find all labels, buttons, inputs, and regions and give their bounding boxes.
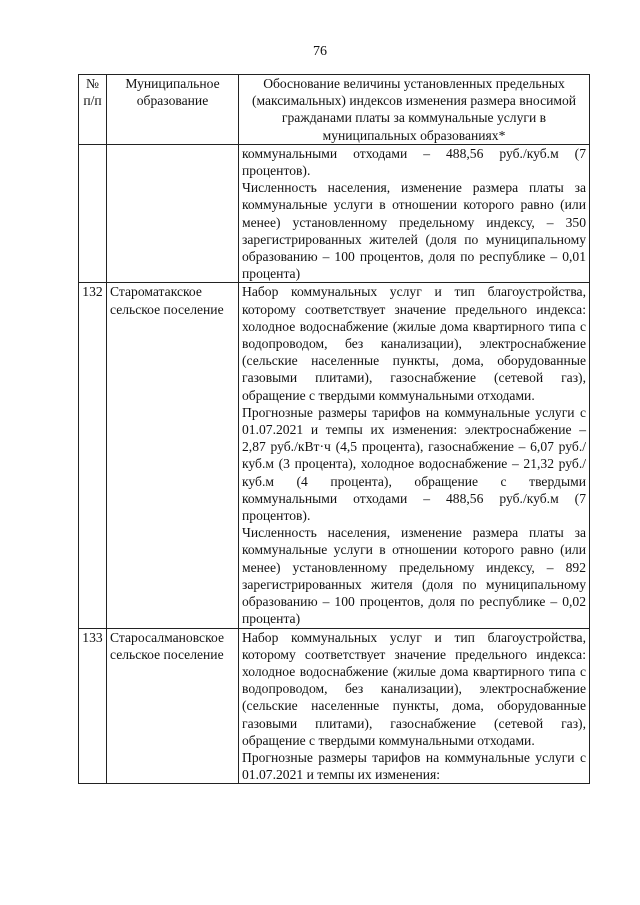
table-row <box>79 283 590 628</box>
justification-paragraph: Набор коммунальных услуг и тип благоустройства, которому соответствует значение предельного индекса: холодное водоснабжение (жилые дома квартирного типа с водопроводом, без канализации), электроснабжение (сельские населенные пункты, дома, оборудованные газовыми плитами), газоснабжение (сетевой газ), обращение с твердыми коммунальными отходами. <box>242 629 586 748</box>
header-justification: Обоснование величины установленных предельных (максимальных) индексов изменения размера вносимой гражданами платы за коммунальные услуги в муниципальных образованиях* <box>239 75 590 145</box>
cell-justification <box>239 144 590 283</box>
cell-justification <box>239 283 590 628</box>
cell-municipality: Староматакское сельское поселение <box>107 283 239 628</box>
header-num: № п/п <box>79 75 107 145</box>
justification-paragraph: Прогнозные размеры тарифов на коммунальные услуги с 01.07.2021 и темпы их изменения: электроснабжение – 2,87 руб./кВт·ч (4,5 процента), газоснабжение – 6,07 руб./куб.м (3 процента), холодное водоснабжение – 21,32 руб./куб.м (4 процента), обращение с твердыми коммунальными отходами – 488,56 руб./куб.м (7 процентов). <box>242 404 586 524</box>
page-number: 76 <box>313 44 327 59</box>
justification-paragraph: Прогнозные размеры тарифов на коммунальные услуги с 01.07.2021 и темпы их изменения: <box>242 749 586 783</box>
justification-paragraph: Численность населения, изменение размера платы за коммунальные услуги в отношении которого равно (или менее) установленному предельному индексу, – 350 зарегистрированных жителей (доля по муниципальному образованию – 100 процентов, доля по республике – 0,01 процента) <box>242 180 586 282</box>
cell-municipality <box>107 144 239 283</box>
header-municipality: Муниципальное образование <box>107 75 239 145</box>
cell-num <box>79 144 107 283</box>
justification-paragraph: коммунальными отходами – 488,56 руб./куб.м (7 процентов). <box>242 145 586 179</box>
cell-municipality: Старосалмановское сельское поселение <box>107 628 239 784</box>
cell-num: 133 <box>79 628 107 784</box>
tariff-table <box>78 74 590 784</box>
justification-paragraph: Набор коммунальных услуг и тип благоустройства, которому соответствует значение предельного индекса: холодное водоснабжение (жилые дома квартирного типа с водопроводом, без канализации), электроснабжение (сельские населенные пункты, дома, оборудованные газовыми плитами), газоснабжение (сетевой газ), обращение с твердыми коммунальными отходами. <box>242 284 586 403</box>
table-row-continuation <box>79 144 590 283</box>
table-header-row <box>79 75 590 145</box>
cell-num: 132 <box>79 283 107 628</box>
justification-paragraph: Численность населения, изменение размера платы за коммунальные услуги в отношении которого равно (или менее) установленному предельному индексу, – 892 зарегистрированных жителя (доля по муниципальному образованию – 100 процентов, доля по республике – 0,02 процента) <box>242 525 586 627</box>
cell-justification <box>239 628 590 784</box>
table-row <box>79 628 590 784</box>
